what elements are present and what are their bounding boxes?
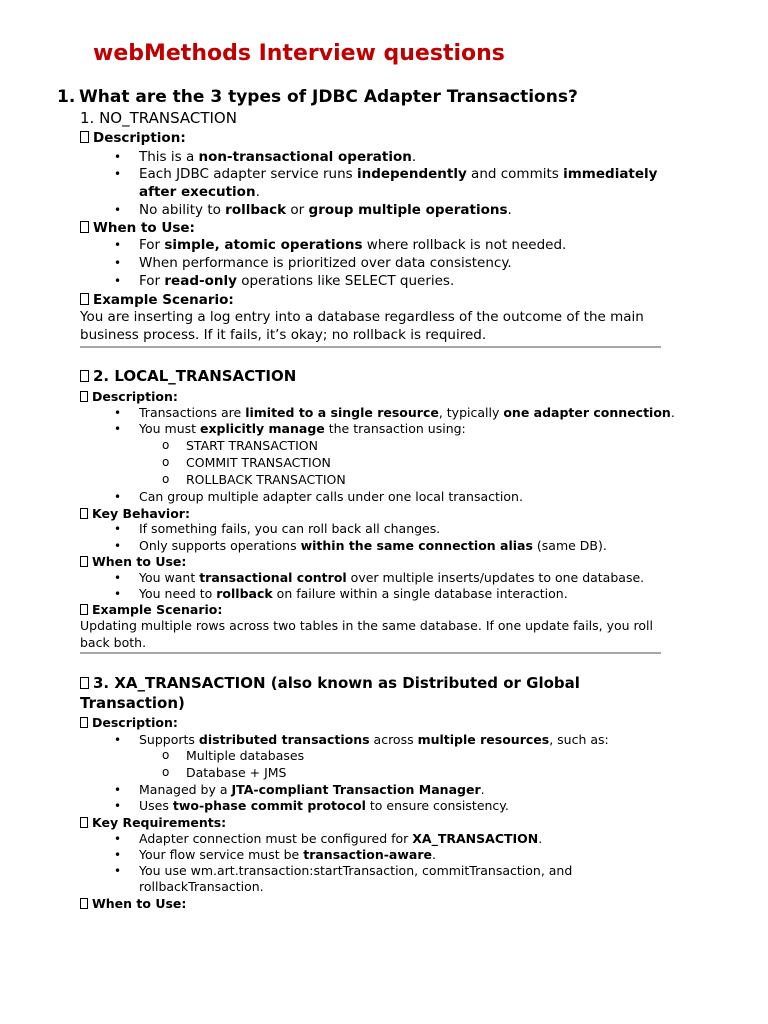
s1-example-label: Example Scenario: (80, 292, 234, 308)
s2-desc-1: Transactions are limited to a single resource, typically one adapter connection. (139, 405, 675, 420)
missing-glyph-icon (80, 508, 88, 519)
page-title: webMethods Interview questions (93, 41, 505, 66)
bullet-icon: • (114, 587, 122, 601)
s2-when-1: You want transactional control over multiple inserts/updates to one database. (139, 570, 645, 585)
bullet-icon: • (114, 238, 122, 252)
sub-bullet-icon: o (162, 765, 170, 779)
bullet-icon: • (114, 571, 122, 585)
missing-glyph-icon (80, 604, 88, 615)
s3-description-label: Description: (80, 715, 178, 730)
bullet-icon: • (114, 274, 122, 288)
sub-bullet-icon: o (162, 438, 170, 452)
bullet-icon: • (114, 203, 122, 217)
s1-when-3: For read-only operations like SELECT queries. (139, 273, 455, 289)
bullet-icon: • (114, 422, 122, 436)
s2-example-label: Example Scenario: (80, 602, 222, 617)
s1-desc-2: Each JDBC adapter service runs independently and commits immediately after execution. (139, 166, 658, 200)
s1-when-2: When performance is prioritized over data consistency. (139, 255, 512, 271)
s2-when-label: When to Use: (80, 554, 186, 569)
s1-when-label: When to Use: (80, 220, 195, 236)
bullet-icon: • (114, 832, 122, 846)
s3-desc-1: Supports distributed transactions across multiple resources, such as: (139, 732, 609, 747)
s2-beh-1: If something fails, you can roll back all changes. (139, 521, 441, 536)
question-1 (57, 87, 578, 107)
s1-description-label: Description: (80, 130, 186, 146)
s3-when-label: When to Use: (80, 896, 186, 911)
sub-bullet-icon: o (162, 455, 170, 469)
bullet-icon: • (114, 167, 122, 181)
bullet-icon: • (114, 406, 122, 420)
sub-bullet-icon: o (162, 472, 170, 486)
section-2-heading: 2. LOCAL_TRANSACTION (80, 367, 296, 385)
s1-example-text: You are inserting a log entry into a database regardless of the outcome of the main business process. If it fails, it’s okay; no rollback is required. (80, 309, 644, 343)
s3-req-2: Your flow service must be transaction-aware. (139, 847, 436, 862)
missing-glyph-icon (80, 370, 89, 382)
s3-req-1: Adapter connection must be configured for XA_TRANSACTION. (139, 831, 543, 846)
section-1-heading: 1. NO_TRANSACTION (80, 109, 237, 127)
s2-description-label: Description: (80, 389, 178, 404)
s2-beh-2: Only supports operations within the same connection alias (same DB). (139, 538, 607, 553)
s2-desc-3: Can group multiple adapter calls under one local transaction. (139, 489, 523, 504)
missing-glyph-icon (80, 556, 88, 567)
s3-req-3: You use wm.art.transaction:startTransaction, commitTransaction, and rollbackTransaction. (139, 863, 573, 894)
bullet-icon: • (114, 490, 122, 504)
missing-glyph-icon (80, 717, 88, 728)
question-text: What are the 3 types of JDBC Adapter Transactions? (79, 87, 578, 107)
missing-glyph-icon (80, 293, 89, 305)
bullet-icon: • (114, 864, 122, 878)
missing-glyph-icon (80, 898, 88, 909)
bullet-icon: • (114, 256, 122, 270)
section-3-heading: 3. XA_TRANSACTION (also known as Distributed or Global Transaction) (80, 674, 580, 712)
missing-glyph-icon (80, 817, 88, 828)
bullet-icon: • (114, 848, 122, 862)
missing-glyph-icon (80, 391, 88, 402)
section-divider (80, 652, 661, 654)
bullet-icon: • (114, 539, 122, 553)
s1-desc-1: This is a non-transactional operation. (139, 149, 417, 165)
missing-glyph-icon (80, 221, 89, 233)
s3-sub-item: Database + JMS (186, 765, 287, 780)
bullet-icon: • (114, 799, 122, 813)
missing-glyph-icon (80, 131, 89, 143)
s1-when-1: For simple, atomic operations where rollback is not needed. (139, 237, 567, 253)
s3-requirements-label: Key Requirements: (80, 815, 226, 830)
s3-desc-2: Managed by a JTA-compliant Transaction Manager. (139, 782, 485, 797)
bullet-icon: • (114, 522, 122, 536)
s2-sub-item: ROLLBACK TRANSACTION (186, 472, 346, 487)
s3-desc-3: Uses two-phase commit protocol to ensure consistency. (139, 798, 509, 813)
s1-desc-3: No ability to rollback or group multiple operations. (139, 202, 512, 218)
s2-sub-item: COMMIT TRANSACTION (186, 455, 331, 470)
s3-sub-item: Multiple databases (186, 748, 305, 763)
bullet-icon: • (114, 150, 122, 164)
missing-glyph-icon (80, 677, 89, 689)
bullet-icon: • (114, 733, 122, 747)
sub-bullet-icon: o (162, 748, 170, 762)
question-number: 1. (57, 87, 76, 107)
s2-desc-2: You must explicitly manage the transaction using: (139, 421, 466, 436)
s2-when-2: You need to rollback on failure within a single database interaction. (139, 586, 568, 601)
s2-example-text: Updating multiple rows across two tables in the same database. If one update fails, you roll back both. (80, 618, 653, 650)
bullet-icon: • (114, 783, 122, 797)
section-divider (80, 346, 661, 348)
s2-sub-item: START TRANSACTION (186, 438, 318, 453)
s2-behavior-label: Key Behavior: (80, 506, 190, 521)
